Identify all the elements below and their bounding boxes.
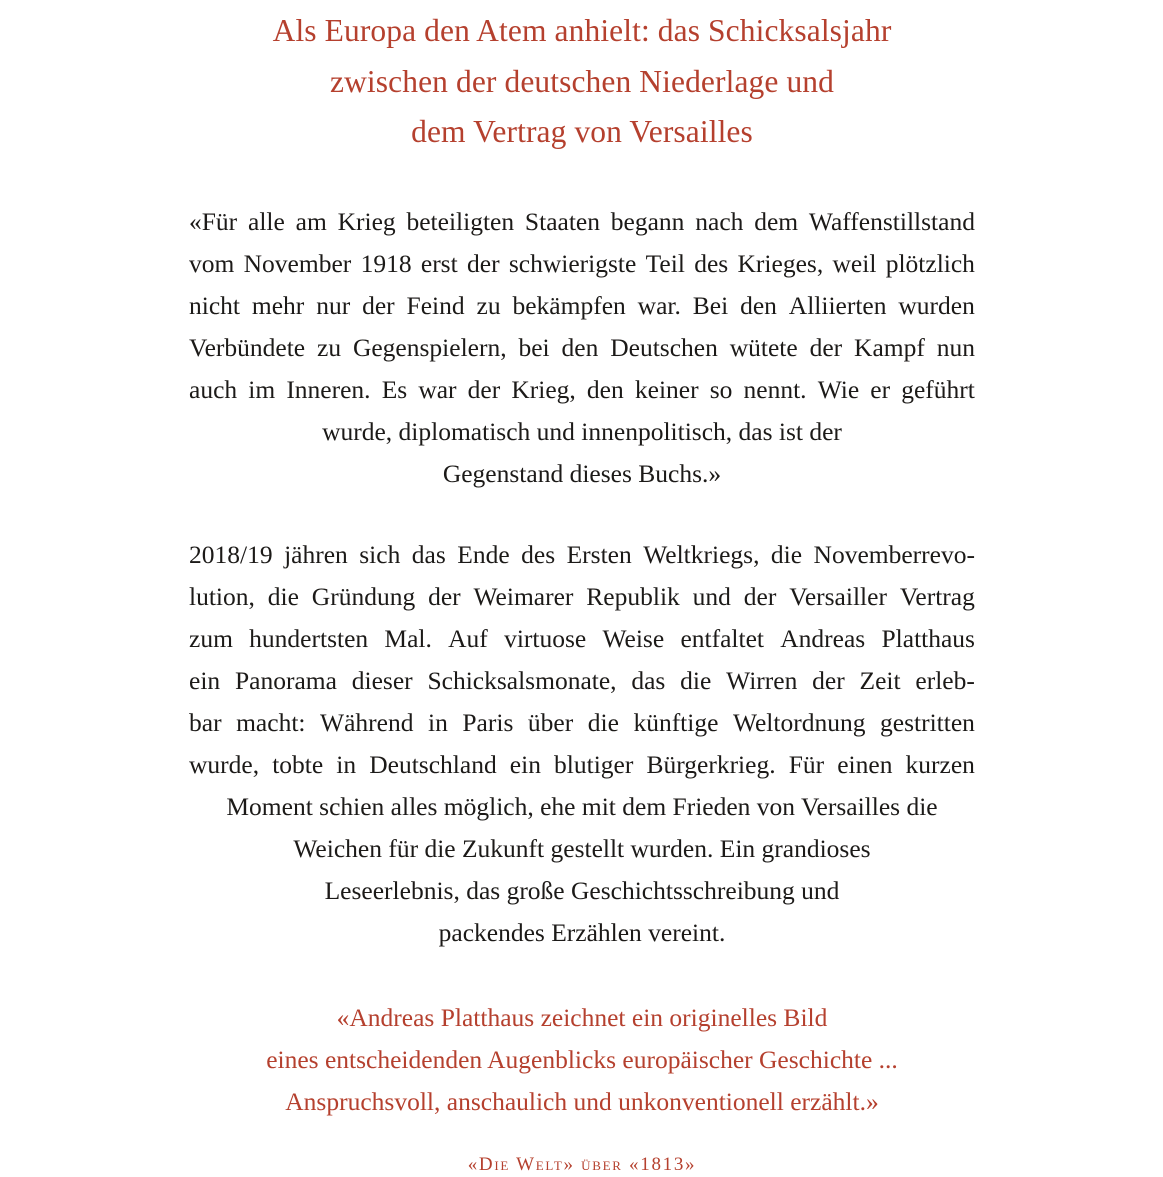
word: Es: [381, 374, 408, 404]
word: blutiger: [554, 749, 634, 779]
opening-quote: [189, 158, 975, 495]
paragraph-line: [189, 660, 975, 702]
word: nur: [316, 290, 351, 320]
word: er: [870, 374, 891, 404]
word: Panorama: [234, 665, 337, 695]
word: Weltkriegs,: [643, 539, 760, 569]
quote-line: [189, 243, 975, 285]
word: des: [521, 539, 556, 569]
press-quote-line: Anspruchsvoll, anschaulich und unkonventionell erzählt.»: [285, 1086, 879, 1116]
word: beteiligten: [406, 206, 515, 236]
word: alle: [248, 206, 285, 236]
word: begann: [610, 206, 685, 236]
word: das: [631, 665, 666, 695]
word: Wirren: [726, 665, 798, 695]
word: sich: [359, 539, 401, 569]
word: die: [680, 665, 712, 695]
word: in: [428, 707, 448, 737]
press-quote: [189, 954, 975, 1123]
text-column: [189, 0, 975, 1177]
word: kurzen: [905, 749, 975, 779]
word: Wie: [817, 374, 860, 404]
word: Auf: [448, 623, 488, 653]
word: Teil: [645, 248, 685, 278]
word: mehr: [251, 290, 305, 320]
word: Weise: [602, 623, 665, 653]
paragraph-line: [189, 534, 975, 576]
word: Republik: [586, 581, 680, 611]
word: Feind: [406, 290, 465, 320]
word: im: [248, 374, 276, 404]
word: wütete: [729, 332, 798, 362]
word: am: [295, 206, 327, 236]
word: gestritten: [880, 707, 975, 737]
word: vom: [189, 248, 235, 278]
word: Für: [788, 749, 825, 779]
quote-line: [189, 201, 975, 243]
word: virtuose: [504, 623, 587, 653]
press-quote-line: eines entscheidenden Augenblicks europäischer Geschichte ...: [266, 1044, 898, 1074]
word: der: [467, 248, 500, 278]
word: erst: [420, 248, 458, 278]
paragraph-line: Leseerlebnis, das große Geschichtsschreibung und: [324, 875, 840, 905]
word: den: [561, 332, 599, 362]
word: hundertsten: [249, 623, 369, 653]
word: Platthaus: [881, 623, 975, 653]
word: Ende: [457, 539, 510, 569]
word: zu: [476, 290, 501, 320]
word: so: [709, 374, 733, 404]
word: die: [267, 581, 299, 611]
word: keiner: [634, 374, 699, 404]
word: erleb-: [915, 665, 975, 695]
word: der: [362, 290, 395, 320]
quote-line: Gegenstand dieses Buchs.»: [442, 458, 722, 488]
word: und: [692, 581, 731, 611]
word: des: [694, 248, 729, 278]
word: Bürgerkrieg.: [646, 749, 776, 779]
word: der: [467, 374, 501, 404]
word: nun: [936, 332, 975, 362]
word: wurde,: [189, 749, 260, 779]
word: den: [586, 374, 624, 404]
word: der: [743, 581, 777, 611]
word: Andreas: [780, 623, 866, 653]
word: entfaltet: [680, 623, 764, 653]
word: war.: [637, 290, 681, 320]
word: Paris: [462, 707, 514, 737]
word: 1918: [360, 248, 412, 278]
word: Krieg,: [511, 374, 576, 404]
word: Weltordnung: [732, 707, 866, 737]
word: Gegenspielern,: [352, 332, 507, 362]
word: bekämpfen: [512, 290, 626, 320]
title-line: dem Vertrag von Versailles: [411, 114, 753, 149]
quote-line: [189, 285, 975, 327]
word: Bei: [692, 290, 729, 320]
word: auch: [189, 374, 238, 404]
word: Versailler: [789, 581, 887, 611]
word: war: [418, 374, 457, 404]
word: Krieges,: [737, 248, 824, 278]
quote-line: [189, 369, 975, 411]
quote-line: wurde, diplomatisch und innenpolitisch, das ist der: [322, 416, 842, 446]
word: das: [411, 539, 446, 569]
word: Während: [320, 707, 414, 737]
word: der: [428, 581, 461, 611]
paragraph-line: [189, 702, 975, 744]
word: Schicksalsmonate,: [427, 665, 617, 695]
word: «Für: [189, 206, 238, 236]
word: macht:: [236, 707, 306, 737]
word: Ersten: [566, 539, 632, 569]
paragraph-line: [189, 744, 975, 786]
word: zum: [189, 623, 233, 653]
word: Novemberrevo-: [813, 539, 975, 569]
word: den: [740, 290, 777, 320]
description-paragraph: [189, 495, 975, 954]
word: die: [587, 707, 619, 737]
word: in: [336, 749, 357, 779]
word: bei: [518, 332, 550, 362]
word: künftige: [633, 707, 719, 737]
word: Krieg: [337, 206, 396, 236]
word: November: [243, 248, 352, 278]
word: lution,: [189, 581, 255, 611]
word: bar: [189, 707, 222, 737]
word: tobte: [272, 749, 324, 779]
word: geführt: [901, 374, 975, 404]
word: Zeit: [859, 665, 901, 695]
paragraph-line: Weichen für die Zukunft gestellt wurden. Ein grandioses: [293, 833, 871, 863]
quote-attribution: «Die Welt» über «1813»: [467, 1153, 697, 1175]
paragraph-line: packendes Erzählen vereint.: [438, 917, 726, 947]
word: plötzlich: [885, 248, 975, 278]
word: Kampf: [854, 332, 925, 362]
word: Deutschland: [369, 749, 497, 779]
word: Gründung: [311, 581, 416, 611]
page-title: [189, 0, 975, 158]
word: der: [812, 665, 845, 695]
paragraph-line: [189, 576, 975, 618]
word: Weimarer: [473, 581, 574, 611]
word: einen: [837, 749, 893, 779]
word: nennt.: [743, 374, 807, 404]
word: dem: [754, 206, 799, 236]
word: dieser: [351, 665, 413, 695]
word: Staaten: [524, 206, 600, 236]
word: Mal.: [384, 623, 432, 653]
word: Deutschen: [610, 332, 718, 362]
title-line: Als Europa den Atem anhielt: das Schicksalsjahr: [272, 13, 892, 48]
word: Vertrag: [899, 581, 975, 611]
word: die: [770, 539, 803, 569]
paragraph-line: Moment schien alles möglich, ehe mit dem Frieden von Versailles die: [226, 791, 938, 821]
quote-line: [189, 327, 975, 369]
word: Alliierten: [788, 290, 887, 320]
word: 2018/19: [189, 539, 273, 569]
word: über: [527, 707, 574, 737]
word: jähren: [284, 539, 348, 569]
title-line: zwischen der deutschen Niederlage und: [330, 63, 834, 99]
word: wurden: [898, 290, 975, 320]
word: ein: [509, 749, 541, 779]
word: nicht: [189, 290, 240, 320]
word: Verbündete: [189, 332, 306, 362]
paragraph-line: [189, 618, 975, 660]
word: Inneren.: [286, 374, 371, 404]
word: weil: [832, 248, 877, 278]
word: ein: [189, 665, 221, 695]
word: Waffenstillstand: [808, 206, 975, 236]
word: zu: [317, 332, 342, 362]
word: der: [809, 332, 843, 362]
word: nach: [695, 206, 744, 236]
word: schwierigste: [508, 248, 637, 278]
press-quote-line: «Andreas Platthaus zeichnet ein originelles Bild: [336, 1002, 828, 1032]
